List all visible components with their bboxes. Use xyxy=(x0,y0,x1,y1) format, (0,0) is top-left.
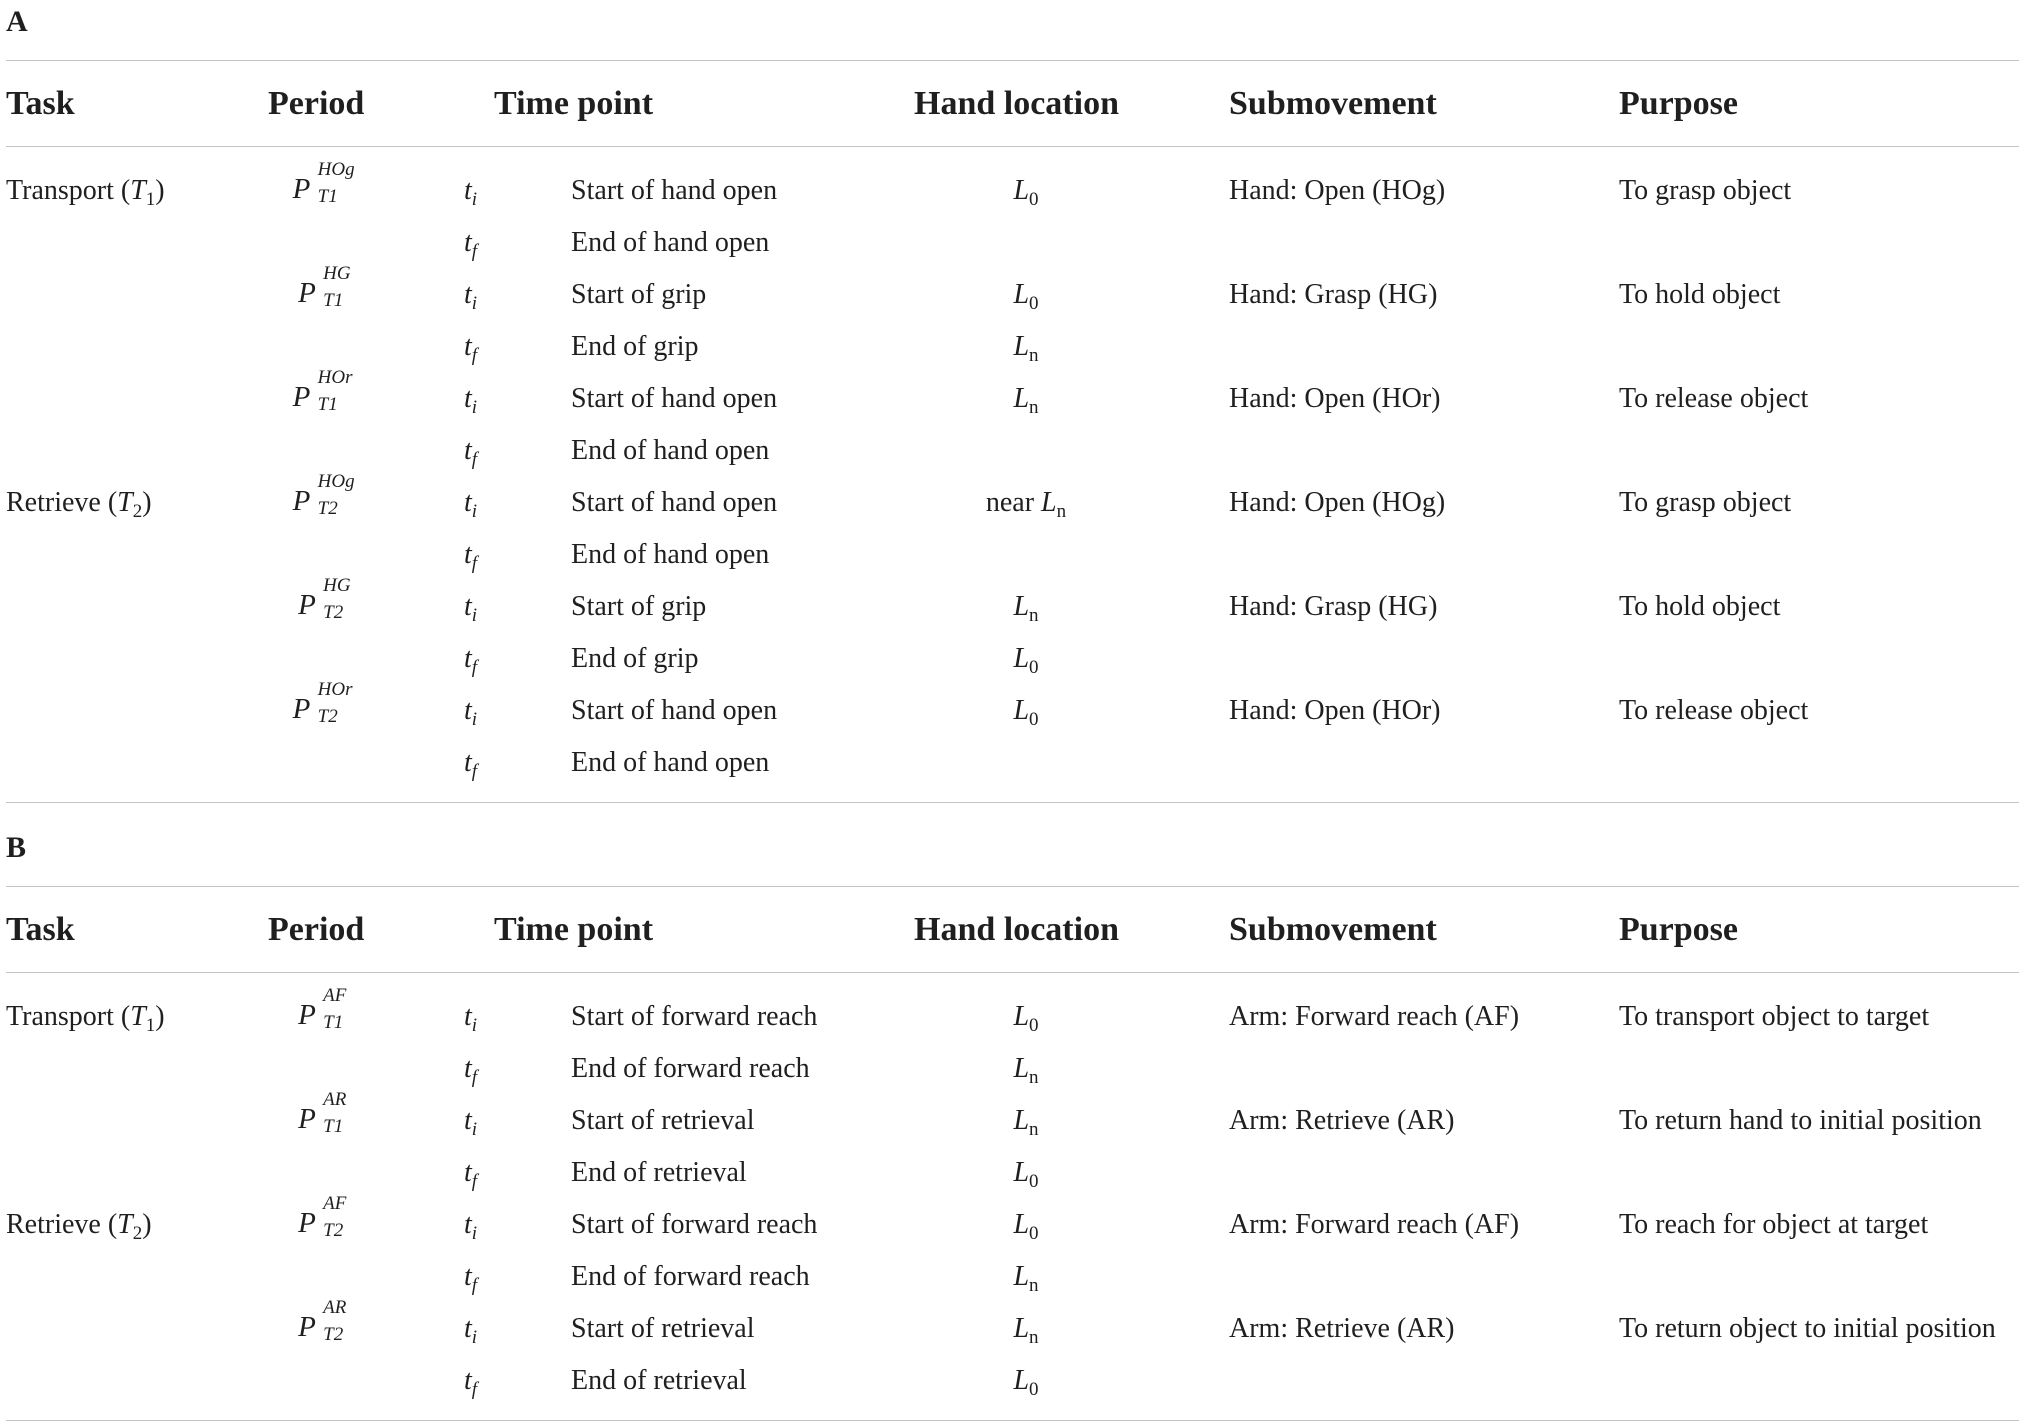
hand-location: near $L_n$ xyxy=(985,487,1067,522)
header-purpose: Purpose xyxy=(1619,85,1738,122)
task-symbol: T xyxy=(130,175,146,206)
table-row xyxy=(0,471,2019,529)
time-symbol: $t_f$ xyxy=(464,1365,478,1400)
location-subscript: n xyxy=(1029,1275,1039,1296)
location-subscript: 0 xyxy=(1029,189,1039,210)
time-subscript: f xyxy=(471,1275,478,1296)
period-subscript: T2 xyxy=(317,706,338,727)
period-subscript: T2 xyxy=(323,602,344,623)
table-row xyxy=(0,1089,2019,1147)
table-row xyxy=(0,1251,2019,1303)
table-row xyxy=(0,679,2019,737)
bottom-rule xyxy=(6,1420,2019,1421)
submovement: Hand: Grasp (HG) xyxy=(1229,591,1438,622)
period-superscript: AF xyxy=(323,985,347,1006)
time-subscript: i xyxy=(471,605,478,626)
time-point-description: Start of grip xyxy=(571,591,707,622)
table-row xyxy=(0,321,2019,373)
period-superscript: AF xyxy=(323,1193,347,1214)
location-prefix: near xyxy=(985,487,1035,518)
task-cell: Retrieve $(T_2)$ xyxy=(6,1209,152,1244)
task-symbol: T xyxy=(130,1001,146,1032)
period-superscript: HOg xyxy=(317,471,355,492)
location-subscript: 0 xyxy=(1029,1015,1039,1036)
period-symbol: P AF T2 xyxy=(298,1193,347,1241)
time-symbol: $t_i$ xyxy=(464,1209,478,1244)
header-time-point: Time point xyxy=(494,911,654,948)
submovement: Arm: Forward reach (AF) xyxy=(1229,1209,1520,1240)
purpose: To release object xyxy=(1619,695,1809,726)
task-cell: Transport $(T_1)$ xyxy=(6,175,165,210)
submovement: Hand: Open (HOg) xyxy=(1229,487,1446,518)
time-symbol: $t_i$ xyxy=(464,695,478,730)
header-task: Task xyxy=(6,85,75,122)
period-symbol: P HOg T1 xyxy=(292,159,355,207)
table-row xyxy=(0,159,2019,217)
location-subscript: n xyxy=(1029,345,1039,366)
purpose: To transport object to target xyxy=(1619,1001,1930,1032)
location-subscript: n xyxy=(1056,501,1067,522)
hand-location: $L_0$ xyxy=(1013,279,1039,314)
header-submovement: Submovement xyxy=(1229,911,1437,948)
task-subscript: 2 xyxy=(132,1223,143,1244)
time-point-description: End of hand open xyxy=(571,227,770,258)
time-point-description: End of hand open xyxy=(571,539,770,570)
location-subscript: n xyxy=(1029,1327,1039,1348)
time-point-description: End of retrieval xyxy=(571,1365,747,1396)
time-symbol: $t_i$ xyxy=(464,591,478,626)
hand-location: $L_n$ xyxy=(1013,1053,1039,1088)
top-rule xyxy=(6,886,2019,887)
period-superscript: HOg xyxy=(317,159,355,180)
time-point-description: Start of forward reach xyxy=(571,1001,818,1032)
table-row xyxy=(0,217,2019,269)
purpose: To release object xyxy=(1619,383,1809,414)
period-subscript: T1 xyxy=(323,1012,344,1033)
table-row xyxy=(0,425,2019,477)
time-symbol: $t_i$ xyxy=(464,175,478,210)
header-submovement: Submovement xyxy=(1229,85,1437,122)
purpose: To grasp object xyxy=(1619,175,1792,206)
hand-location: $L_0$ xyxy=(1013,1001,1039,1036)
purpose: To grasp object xyxy=(1619,487,1792,518)
location-subscript: 0 xyxy=(1029,657,1039,678)
submovement: Hand: Grasp (HG) xyxy=(1229,279,1438,310)
time-point-description: End of grip xyxy=(571,331,699,362)
location-subscript: n xyxy=(1029,1119,1039,1140)
time-point-description: End of forward reach xyxy=(571,1261,810,1292)
period-subscript: T1 xyxy=(317,186,338,207)
table-row xyxy=(0,633,2019,685)
task-cell: Transport $(T_1)$ xyxy=(6,1001,165,1036)
time-symbol: $t_i$ xyxy=(464,279,478,314)
header-time-point: Time point xyxy=(494,85,654,122)
task-symbol: T xyxy=(117,1209,133,1240)
hand-location: $L_0$ xyxy=(1013,1209,1039,1244)
time-point-description: Start of retrieval xyxy=(571,1313,755,1344)
submovement: Hand: Open (HOg) xyxy=(1229,175,1446,206)
header-period: Period xyxy=(268,85,365,122)
table-row xyxy=(0,367,2019,425)
table-row xyxy=(0,1297,2019,1355)
time-subscript: i xyxy=(471,501,478,522)
period-symbol: P HG T2 xyxy=(298,575,351,623)
table-row xyxy=(0,737,2019,789)
purpose: To return object to initial position xyxy=(1619,1313,1996,1344)
location-subscript: 0 xyxy=(1029,1223,1039,1244)
time-subscript: f xyxy=(471,1171,478,1192)
period-subscript: T2 xyxy=(323,1324,344,1345)
time-symbol: $t_f$ xyxy=(464,1053,478,1088)
header-purpose: Purpose xyxy=(1619,911,1738,948)
period-subscript: T1 xyxy=(323,290,344,311)
time-subscript: f xyxy=(471,241,478,262)
task-subscript: 1 xyxy=(145,1015,156,1036)
hand-location: $L_0$ xyxy=(1013,1157,1039,1192)
time-subscript: f xyxy=(471,1067,478,1088)
location-subscript: n xyxy=(1029,1067,1039,1088)
table-row xyxy=(0,1043,2019,1095)
hand-location: $L_0$ xyxy=(1013,175,1039,210)
time-subscript: i xyxy=(471,1327,478,1348)
period-symbol: P HOr T2 xyxy=(292,679,353,727)
time-point-description: Start of hand open xyxy=(571,175,778,206)
time-symbol: $t_f$ xyxy=(464,1261,478,1296)
time-symbol: $t_i$ xyxy=(464,1105,478,1140)
time-symbol: $t_f$ xyxy=(464,331,478,366)
time-subscript: f xyxy=(471,1379,478,1400)
hand-location: $L_n$ xyxy=(1013,383,1039,418)
hand-location: $L_n$ xyxy=(1013,591,1039,626)
time-symbol: $t_f$ xyxy=(464,539,478,574)
time-subscript: f xyxy=(471,345,478,366)
time-point-description: End of forward reach xyxy=(571,1053,810,1084)
purpose: To hold object xyxy=(1619,591,1781,622)
time-subscript: i xyxy=(471,293,478,314)
period-symbol: P HOg T2 xyxy=(292,471,355,519)
hand-location: $L_0$ xyxy=(1013,1365,1039,1400)
time-subscript: f xyxy=(471,553,478,574)
table-row xyxy=(0,1355,2019,1407)
time-point-description: Start of forward reach xyxy=(571,1209,818,1240)
time-symbol: $t_f$ xyxy=(464,643,478,678)
time-subscript: i xyxy=(471,397,478,418)
panel-label: A xyxy=(6,5,28,38)
time-subscript: i xyxy=(471,1015,478,1036)
task-name: Transport xyxy=(6,175,114,206)
time-subscript: f xyxy=(471,761,478,782)
table-row xyxy=(0,263,2019,321)
submovement: Hand: Open (HOr) xyxy=(1229,383,1441,414)
hand-location: $L_n$ xyxy=(1013,1313,1039,1348)
table-row xyxy=(0,529,2019,581)
time-point-description: Start of grip xyxy=(571,279,707,310)
time-subscript: f xyxy=(471,449,478,470)
time-point-description: End of retrieval xyxy=(571,1157,747,1188)
location-subscript: n xyxy=(1029,397,1039,418)
period-superscript: HOr xyxy=(317,679,353,700)
period-superscript: AR xyxy=(323,1297,347,1318)
period-subscript: T2 xyxy=(317,498,338,519)
period-subscript: T1 xyxy=(323,1116,344,1137)
hand-location: $L_0$ xyxy=(1013,695,1039,730)
submovement: Hand: Open (HOr) xyxy=(1229,695,1441,726)
location-subscript: 0 xyxy=(1029,1171,1039,1192)
period-superscript: HOr xyxy=(317,367,353,388)
panel-label: B xyxy=(6,831,27,864)
time-point-description: End of hand open xyxy=(571,435,770,466)
header-rule xyxy=(6,146,2019,147)
submovement: Arm: Retrieve (AR) xyxy=(1229,1313,1455,1344)
task-name: Retrieve xyxy=(6,487,101,518)
location-subscript: 0 xyxy=(1029,293,1039,314)
task-subscript: 1 xyxy=(145,189,156,210)
purpose: To hold object xyxy=(1619,279,1781,310)
hand-location: $L_n$ xyxy=(1013,331,1039,366)
time-subscript: i xyxy=(471,189,478,210)
location-subscript: n xyxy=(1029,605,1039,626)
header-hand-location: Hand location xyxy=(914,911,1119,948)
time-symbol: $t_f$ xyxy=(464,747,478,782)
table-row xyxy=(0,1193,2019,1251)
time-symbol: $t_f$ xyxy=(464,1157,478,1192)
location-subscript: 0 xyxy=(1029,709,1039,730)
header-task: Task xyxy=(6,911,75,948)
time-symbol: $t_i$ xyxy=(464,1313,478,1348)
time-subscript: i xyxy=(471,709,478,730)
period-superscript: HG xyxy=(323,263,351,284)
header-hand-location: Hand location xyxy=(914,85,1119,122)
time-symbol: $t_i$ xyxy=(464,1001,478,1036)
task-subscript: 2 xyxy=(132,501,143,522)
purpose: To return hand to initial position xyxy=(1619,1105,1982,1136)
submovement: Arm: Forward reach (AF) xyxy=(1229,1001,1520,1032)
task-name: Transport xyxy=(6,1001,114,1032)
table-row xyxy=(0,1147,2019,1199)
hand-location: $L_0$ xyxy=(1013,643,1039,678)
table-row xyxy=(0,985,2019,1043)
purpose: To reach for object at target xyxy=(1619,1209,1929,1240)
time-subscript: f xyxy=(471,657,478,678)
time-point-description: End of hand open xyxy=(571,747,770,778)
location-subscript: 0 xyxy=(1029,1379,1039,1400)
top-rule xyxy=(6,60,2019,61)
task-cell: Retrieve $(T_2)$ xyxy=(6,487,152,522)
hand-location: $L_n$ xyxy=(1013,1261,1039,1296)
time-symbol: $t_i$ xyxy=(464,487,478,522)
time-point-description: Start of hand open xyxy=(571,695,778,726)
time-symbol: $t_f$ xyxy=(464,435,478,470)
hand-location: $L_n$ xyxy=(1013,1105,1039,1140)
period-symbol: P AR T1 xyxy=(298,1089,347,1137)
time-point-description: End of grip xyxy=(571,643,699,674)
table-row xyxy=(0,575,2019,633)
task-name: Retrieve xyxy=(6,1209,101,1240)
period-superscript: AR xyxy=(323,1089,347,1110)
time-subscript: i xyxy=(471,1119,478,1140)
time-point-description: Start of hand open xyxy=(571,487,778,518)
time-point-description: Start of retrieval xyxy=(571,1105,755,1136)
time-symbol: $t_i$ xyxy=(464,383,478,418)
time-point-description: Start of hand open xyxy=(571,383,778,414)
bottom-rule xyxy=(6,802,2019,803)
header-rule xyxy=(6,972,2019,973)
period-symbol: P HOr T1 xyxy=(292,367,353,415)
period-symbol: P AF T1 xyxy=(298,985,347,1033)
task-symbol: T xyxy=(117,487,133,518)
period-symbol: P AR T2 xyxy=(298,1297,347,1345)
period-subscript: T2 xyxy=(323,1220,344,1241)
submovement: Arm: Retrieve (AR) xyxy=(1229,1105,1455,1136)
header-period: Period xyxy=(268,911,365,948)
time-subscript: i xyxy=(471,1223,478,1244)
period-superscript: HG xyxy=(323,575,351,596)
period-symbol: P HG T1 xyxy=(298,263,351,311)
period-subscript: T1 xyxy=(317,394,338,415)
time-symbol: $t_f$ xyxy=(464,227,478,262)
